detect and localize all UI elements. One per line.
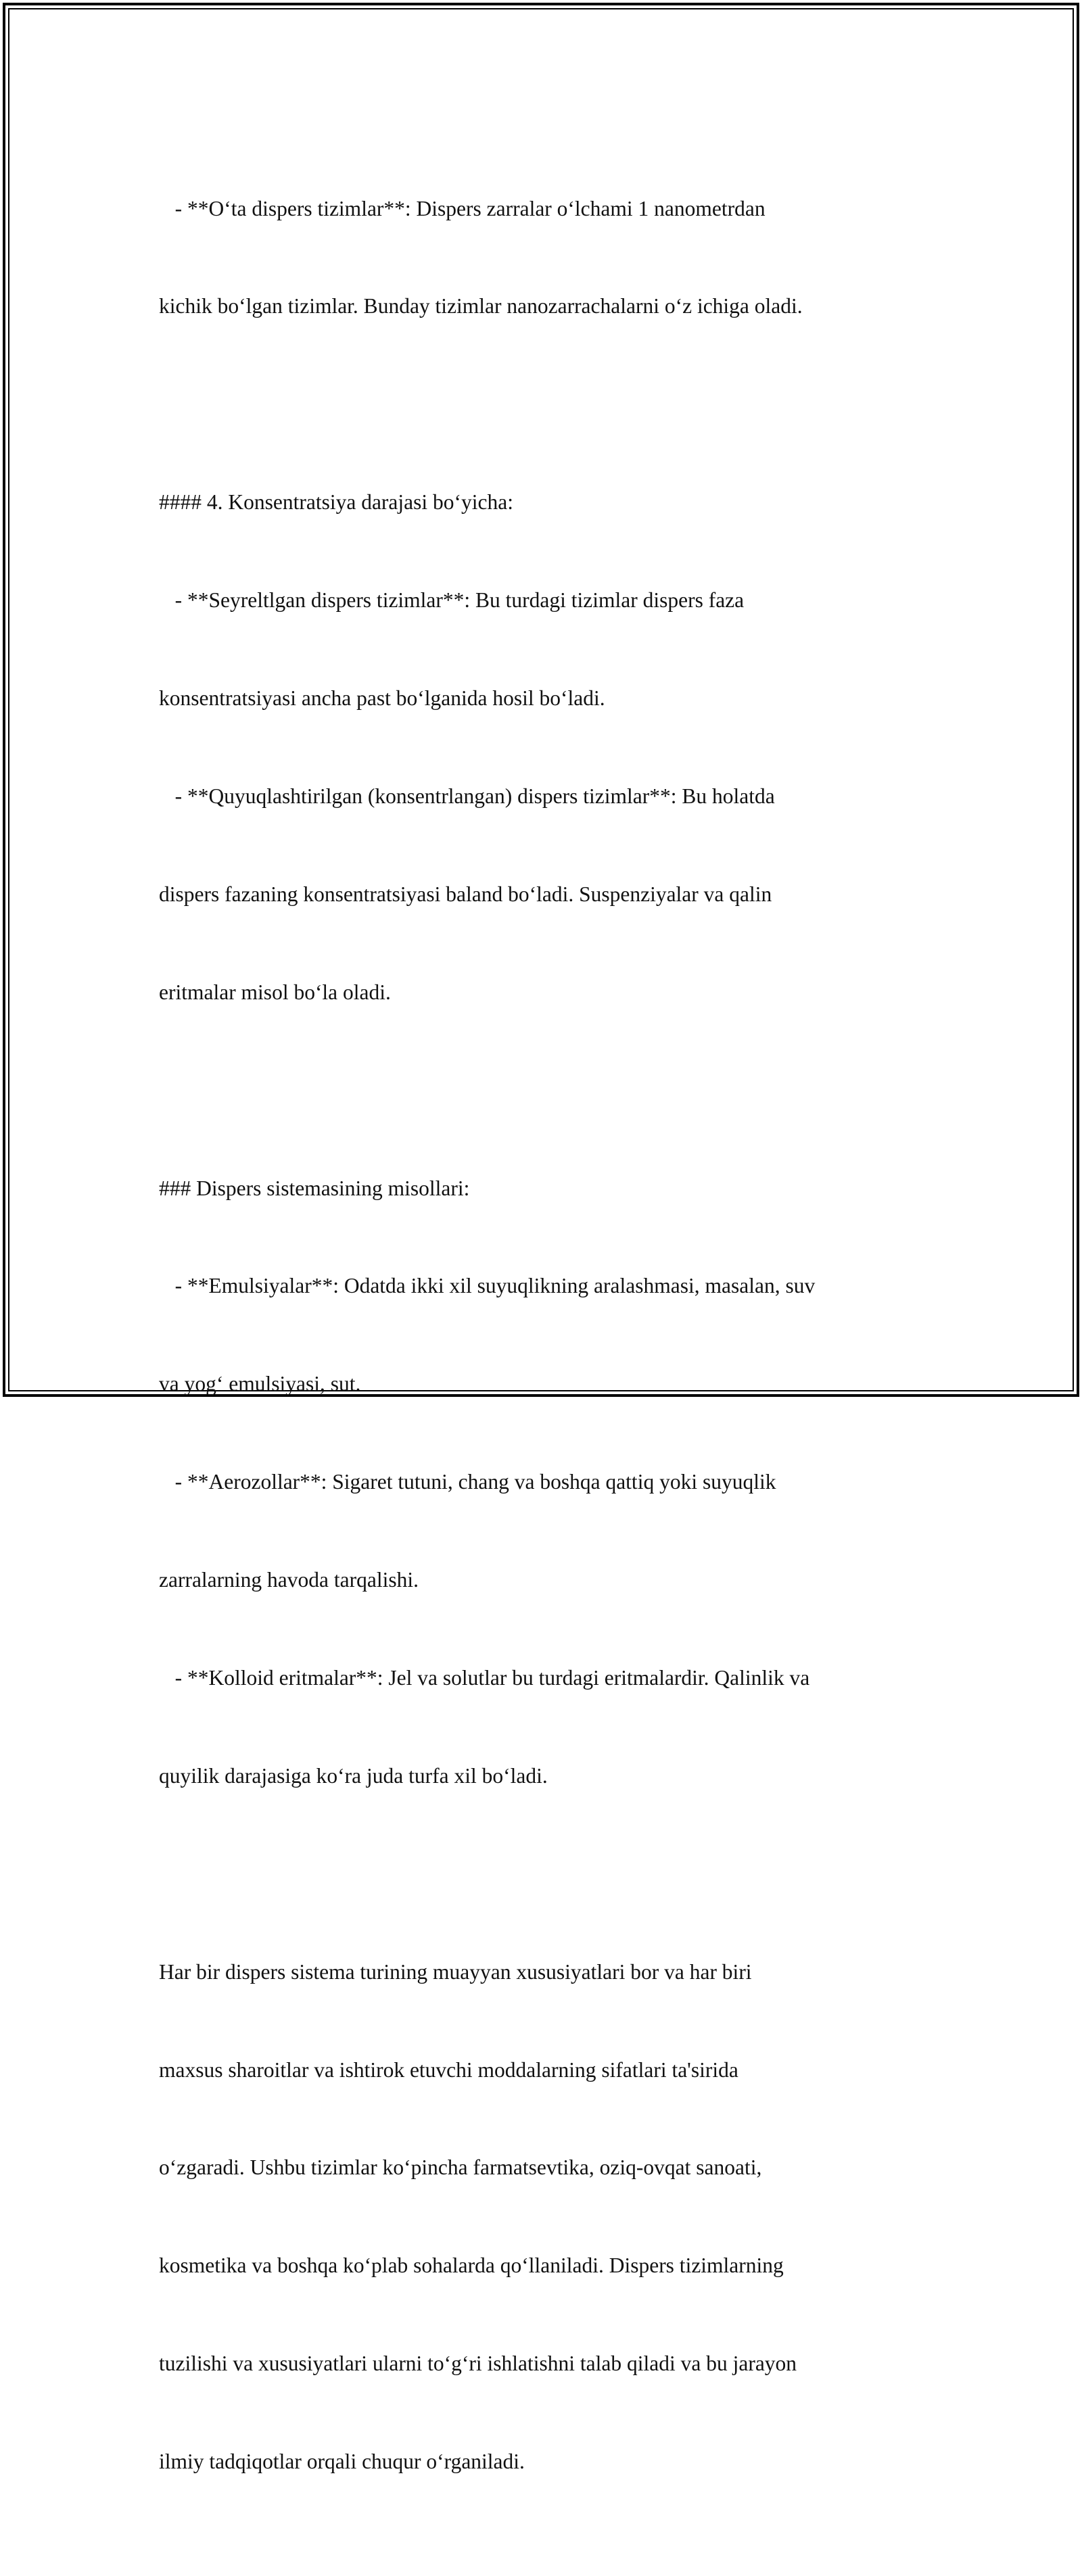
text-line: va yog‘ emulsiyasi, sut. bbox=[159, 1372, 361, 1396]
section-heading: ### Dispers sistemasining misollari: bbox=[159, 1176, 470, 1200]
text-line: - **Seyreltlgan dispers tizimlar**: Bu turdagi tizimlar dispers faza bbox=[159, 588, 745, 613]
text-line: Har bir dispers sistema turining muayyan xususiyatlari bor va har biri bbox=[159, 1959, 752, 1984]
text-line: - **Emulsiyalar**: Odatda ikki xil suyuqlikning aralashmasi, masalan, suv bbox=[159, 1274, 816, 1298]
text-line: kosmetika va boshqa ko‘plab sohalarda qo‘llaniladi. Dispers tizimlarning bbox=[159, 2253, 784, 2278]
section-examples bbox=[159, 1107, 937, 1858]
document-body bbox=[159, 127, 937, 2576]
text-line: - **Aerozollar**: Sigaret tutuni, chang va boshqa qattiq yoki suyuqlik bbox=[159, 1470, 776, 1494]
text-line: - **Kolloid eritmalar**: Jel va solutlar bu turdagi eritmalardir. Qalinlik va bbox=[159, 1665, 810, 1690]
text-line: dispers fazaning konsentratsiyasi baland bo‘ladi. Suspenziyalar va qalin bbox=[159, 882, 772, 906]
text-line: - **O‘ta dispers tizimlar**: Dispers zarralar o‘lchami 1 nanometrdan bbox=[159, 196, 766, 220]
text-line: tuzilishi va xususiyatlari ularni to‘g‘ri ishlatishni talab qiladi va bu jarayon bbox=[159, 2352, 797, 2376]
text-line: o‘zgaradi. Ushbu tizimlar ko‘pincha farmatsevtika, oziq-ovqat sanoati, bbox=[159, 2155, 762, 2180]
section-heading: #### 4. Konsentratsiya darajasi bo‘yicha: bbox=[159, 490, 513, 515]
paragraph-ultra-disperse bbox=[159, 127, 937, 388]
text-line: eritmalar misol bo‘la oladi. bbox=[159, 980, 391, 1004]
text-line: - **Quyuqlashtirilgan (konsentrlangan) dispers tizimlar**: Bu holatda bbox=[159, 784, 775, 808]
text-line: zarralarning havoda tarqalishi. bbox=[159, 1568, 419, 1592]
text-line: kichik bo‘lgan tizimlar. Bunday tizimlar nanozarrachalarni o‘z ichiga oladi. bbox=[159, 294, 803, 318]
text-line: maxsus sharoitlar va ishtirok etuvchi moddalarning sifatlari ta'sirida bbox=[159, 2057, 738, 2082]
section-concentration bbox=[159, 421, 937, 1074]
text-line: konsentratsiyasi ancha past bo‘lganida hosil bo‘ladi. bbox=[159, 686, 605, 711]
text-line: quyilik darajasiga ko‘ra juda turfa xil bo‘ladi. bbox=[159, 1763, 548, 1788]
paragraph-conclusion bbox=[159, 1890, 937, 2544]
text-line: ilmiy tadqiqotlar orqali chuqur o‘rganiladi. bbox=[159, 2450, 525, 2474]
